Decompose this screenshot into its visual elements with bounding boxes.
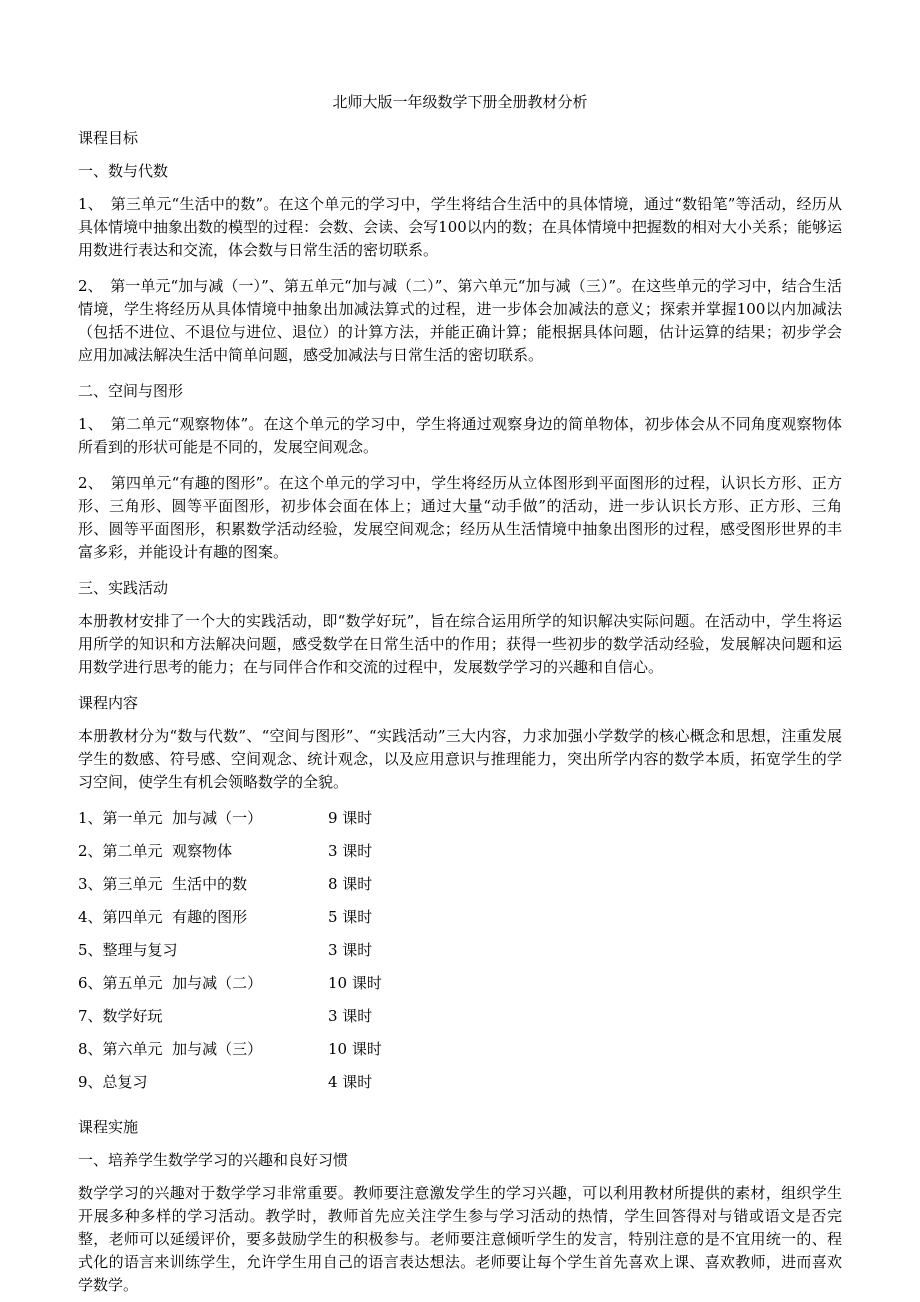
list-item xyxy=(78,807,842,840)
lesson-hours: 3 课时 xyxy=(328,842,373,860)
paragraph: 1、 第二单元“观察物体”。在这个单元的学习中，学生将通过观察身边的简单物体，初步体会从不同角度观察物体所看到的形状可能是不同的，发展空间观念。 xyxy=(78,415,842,456)
lesson-name: 2、第二单元 观察物体 xyxy=(78,842,233,860)
lesson-hours: 9 课时 xyxy=(328,809,373,827)
document-title: 北师大版一年级数学下册全册教材分析 xyxy=(332,93,588,111)
section-heading-implementation: 课程实施 xyxy=(78,1118,139,1136)
subsection-heading-interest-habits: 一、培养学生数学学习的兴趣和良好习惯 xyxy=(78,1151,349,1169)
section-heading-content: 课程内容 xyxy=(78,694,139,712)
lesson-hours: 4 课时 xyxy=(328,1073,373,1091)
section-heading-goals: 课程目标 xyxy=(78,129,139,147)
lesson-schedule-list xyxy=(78,807,842,1104)
list-item xyxy=(78,1005,842,1038)
paragraph: 2、 第四单元“有趣的图形”。在这个单元的学习中，学生将经历从立体图形到平面图形的过程，认识长方形、正方形、三角形、圆等平面图形，初步体会面在体上；通过大量“动手做”的活动，进一步认识长方形、正方形、三角形、圆等平面图形，积累数学活动经验，发展空间观念；经历从生活情境中抽象出图形的过程，感受图形世界的丰富多彩，并能设计有趣的图案。 xyxy=(78,474,842,561)
lesson-name: 9、总复习 xyxy=(78,1073,148,1091)
subsection-heading-practice: 三、实践活动 xyxy=(78,579,169,597)
subsection-heading-number-algebra: 一、数与代数 xyxy=(78,162,169,180)
paragraph: 本册教材分为“数与代数”、“空间与图形”、“实践活动”三大内容，力求加强小学数学的核心概念和思想，注重发展学生的数感、符号感、空间观念、统计观念，以及应用意识与推理能力，突出所学内容的数学本质，拓宽学生的学习空间，使学生有机会领略数学的全貌。 xyxy=(78,727,842,791)
paragraph: 1、 第三单元“生活中的数”。在这个单元的学习中，学生将结合生活中的具体情境，通过“数铅笔”等活动，经历从具体情境中抽象出数的模型的过程：会数、会读、会写100以内的数；在具体情境中把握数的相对大小关系；能够运用数进行表达和交流，体会数与日常生活的密切联系。 xyxy=(78,195,842,259)
list-item xyxy=(78,873,842,906)
lesson-name: 7、数学好玩 xyxy=(78,1007,163,1025)
list-item xyxy=(78,840,842,873)
paragraph: 本册教材安排了一个大的实践活动，即“数学好玩”，旨在综合运用所学的知识解决实际问题。在活动中，学生将运用所学的知识和方法解决问题，感受数学在日常生活中的作用；获得一些初步的数学活动经验，发展解决问题和运用数学进行思考的能力；在与同伴合作和交流的过程中，发展数学学习的兴趣和自信心。 xyxy=(78,612,842,676)
lesson-name: 6、第五单元 加与减（二） xyxy=(78,974,263,992)
lesson-hours: 3 课时 xyxy=(328,941,373,959)
lesson-hours: 10 课时 xyxy=(328,974,382,992)
lesson-hours: 5 课时 xyxy=(328,908,373,926)
lesson-hours: 10 课时 xyxy=(328,1040,382,1058)
lesson-name: 1、第一单元 加与减（一） xyxy=(78,809,263,827)
list-item xyxy=(78,1038,842,1071)
lesson-hours: 8 课时 xyxy=(328,875,373,893)
list-item xyxy=(78,906,842,939)
list-item xyxy=(78,939,842,972)
paragraph: 2、 第一单元“加与减（一）”、第五单元“加与减（二）”、第六单元“加与减（三）”。在这些单元的学习中，结合生活情境，学生将经历从具体情境中抽象出加减法算式的过程，进一步体会加减法的意义；探索并掌握100以内加减法（包括不进位、不退位与进位、退位）的计算方法，并能正确计算；能根据具体问题，估计运算的结果；初步学会应用加减法解决生活中简单问题，感受加减法与日常生活的密切联系。 xyxy=(78,277,842,364)
subsection-heading-space-shape: 二、空间与图形 xyxy=(78,382,184,400)
list-item xyxy=(78,972,842,1005)
lesson-name: 4、第四单元 有趣的图形 xyxy=(78,908,248,926)
list-item xyxy=(78,1071,842,1104)
paragraph: 数学学习的兴趣对于数学学习非常重要。教师要注意激发学生的学习兴趣，可以利用教材所提供的素材，组织学生开展多种多样的学习活动。教学时，教师首先应关注学生参与学习活动的热情，学生回答得对与错或语文是否完整，老师可以延缓评价，要多鼓励学生的积极参与。老师要注意倾听学生的发言，特别注意的是不宜用统一的、程式化的语言来训练学生，允许学生用自己的语言表达想法。老师要让每个学生首先喜欢上课、喜欢教师，进而喜欢学数学。 xyxy=(78,1184,842,1294)
lesson-name: 3、第三单元 生活中的数 xyxy=(78,875,248,893)
lesson-name: 8、第六单元 加与减（三） xyxy=(78,1040,263,1058)
lesson-hours: 3 课时 xyxy=(328,1007,373,1025)
lesson-name: 5、整理与复习 xyxy=(78,941,178,959)
